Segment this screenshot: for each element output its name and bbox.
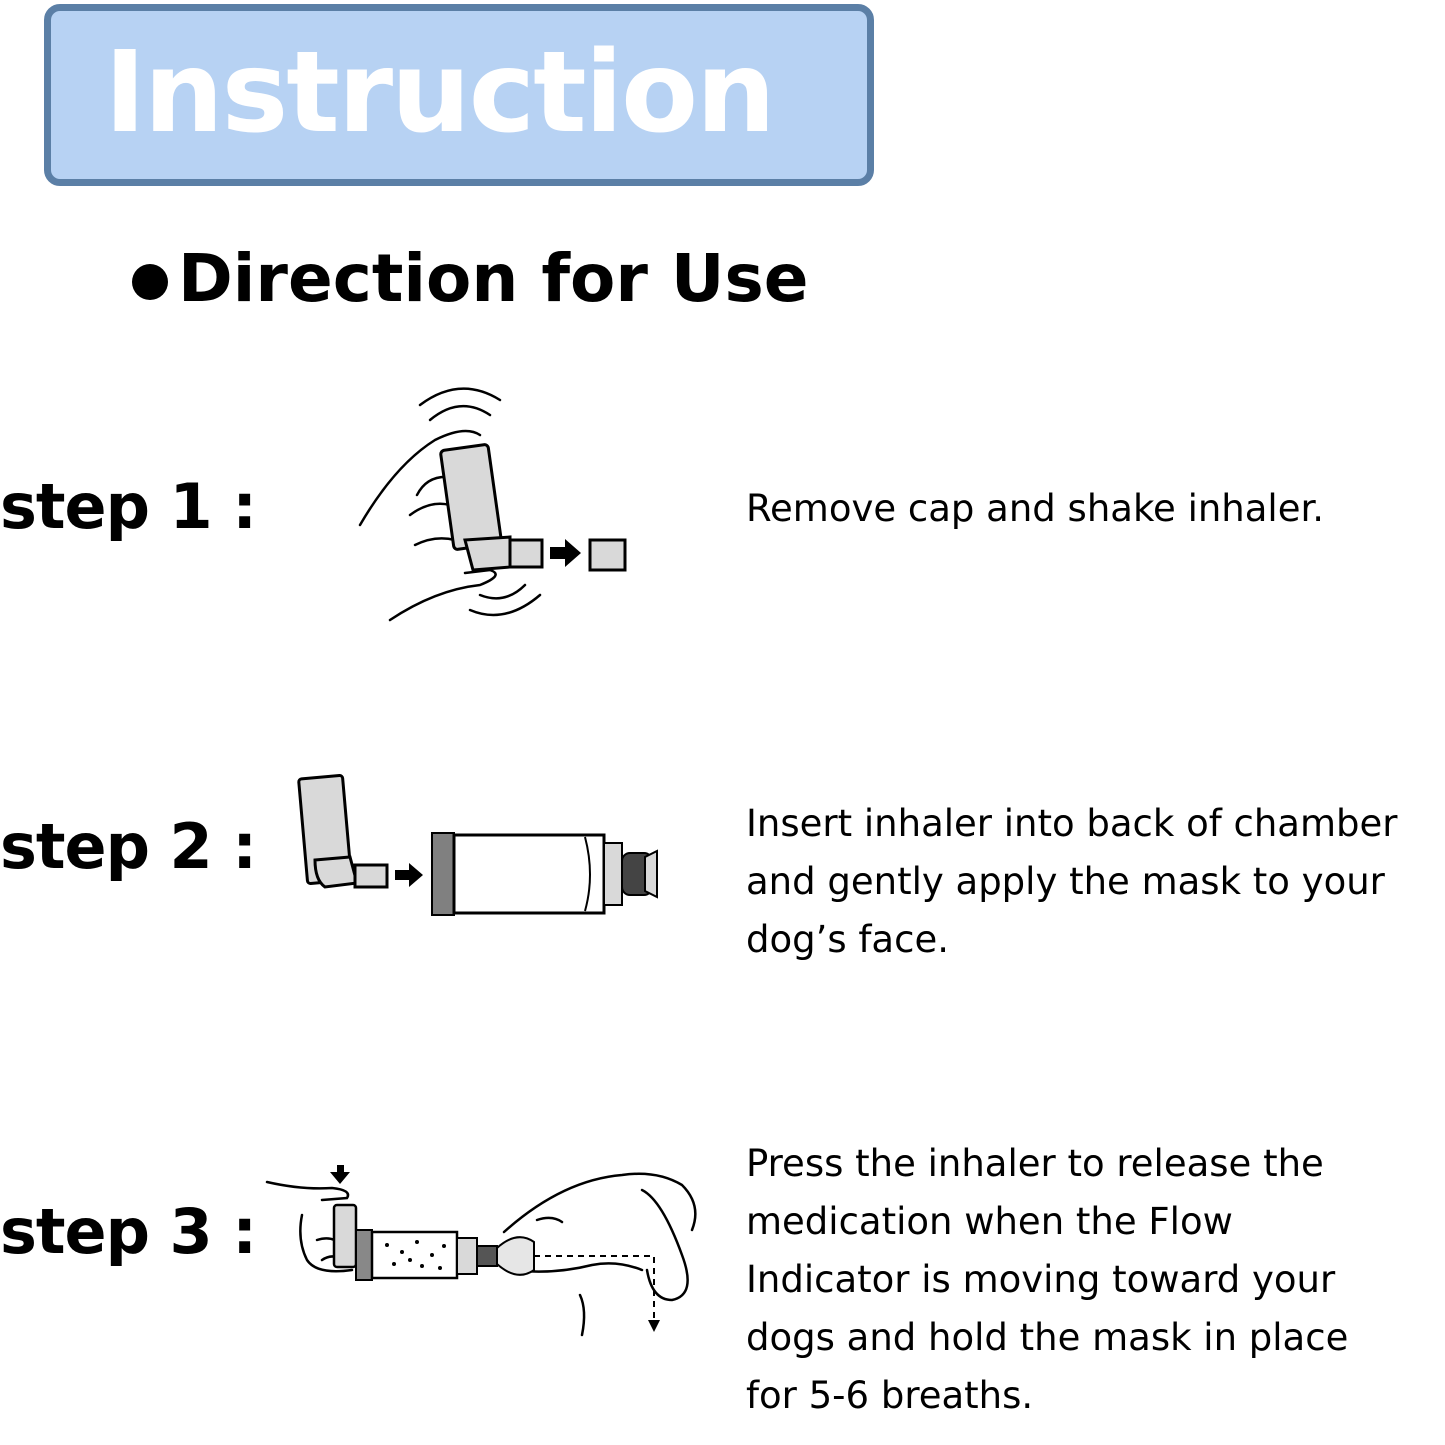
page-title: Instruction <box>104 28 774 158</box>
step-1-text: Remove cap and shake inhaler. <box>746 487 1325 530</box>
step-1-label: step 1 : <box>0 470 257 543</box>
dog-inhaler-icon <box>262 1160 717 1345</box>
inhaler-chamber-icon <box>295 765 665 925</box>
inhaler-shake-icon <box>355 375 645 635</box>
step-3-label: step 3 : <box>0 1195 257 1268</box>
step-2-label: step 2 : <box>0 810 257 883</box>
step-3-text: Press the inhaler to release the medication when the Flow Indicator is moving toward your dogs and hold the mask in place for 5-6 breaths. <box>746 1142 1349 1417</box>
bullet-icon <box>132 264 168 300</box>
section-heading <box>132 240 809 317</box>
title-banner <box>44 4 874 186</box>
section-heading-text: Direction for Use <box>178 240 809 317</box>
step-2-text: Insert inhaler into back of chamber and gently apply the mask to your dog’s face. <box>746 802 1398 961</box>
